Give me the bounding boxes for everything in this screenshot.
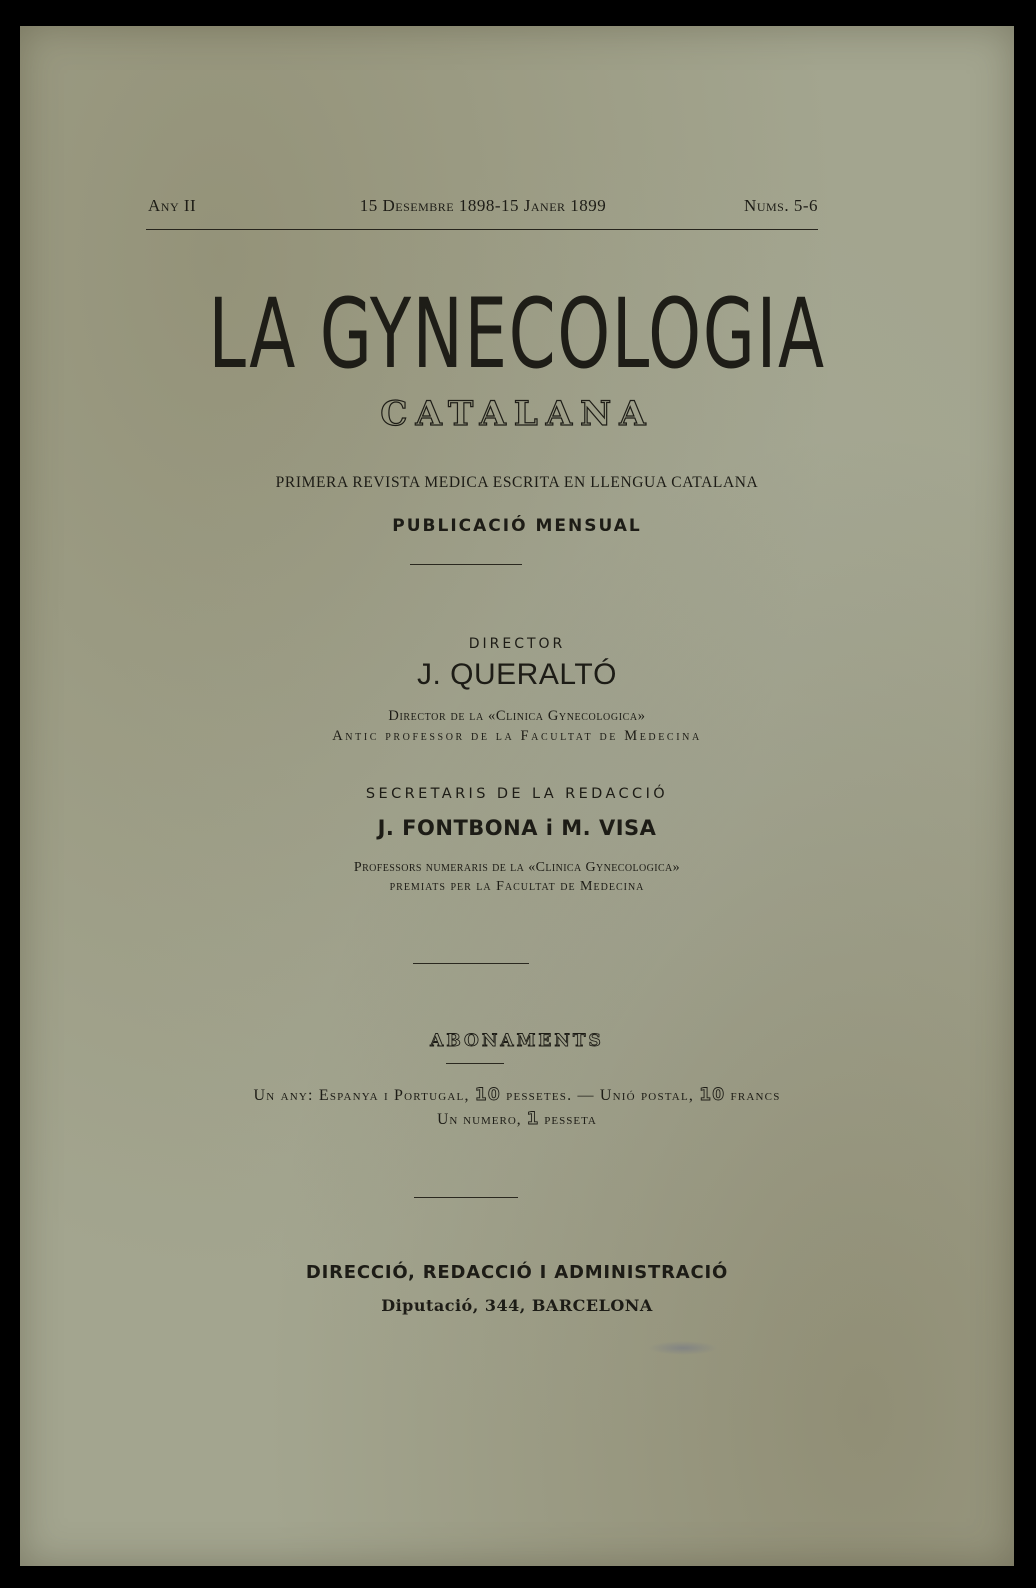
subscription-text: pessetes. — Unió postal, [506,1087,695,1104]
issue-numbers: Nums. 5-6 [744,196,818,215]
periodicity-label: PUBLICACIÓ MENSUAL [392,516,642,536]
director-role: Director de la «Clinica Gynecologica» [388,708,646,724]
subscription-text: Un any: Espanya i Portugal, [253,1087,470,1104]
administration-label: DIRECCIÓ, REDACCIÓ I ADMINISTRACIÓ [305,1262,729,1283]
director-role: Antic professor de la Facultat de Medecina [332,728,702,744]
year-label: Any II [148,196,197,215]
secretaries-names: J. FONTBONA i M. VISA [377,816,657,840]
subscription-price-line [20,1109,1014,1129]
subscription-text: francs [730,1087,781,1104]
subscription-text: pesseta [544,1111,597,1128]
section-divider [446,1063,504,1064]
ink-stamp [648,1341,718,1355]
subscription-text: Un numero, [437,1111,522,1128]
secretaries-label: SECRETARIS DE LA REDACCIÓ [365,786,669,802]
price-number: 10 [474,1085,501,1105]
journal-subtitle: CATALANA [380,394,654,434]
price-number: 1 [526,1109,540,1129]
subscription-price-line [20,1085,1014,1105]
secretaries-role: Professors numeraris de la «Clinica Gynecologica» [353,860,681,875]
director-name: J. QUERALTÓ [417,658,617,691]
section-divider [414,1197,518,1198]
journal-tagline: PRIMERA REVISTA MEDICA ESCRITA EN LLENGUA CATALANA [275,474,759,491]
section-divider [413,963,529,964]
section-divider [410,564,522,565]
issue-header [148,196,818,220]
secretaries-role: premiats per la Facultat de Medecina [389,879,645,894]
subscriptions-label: ABONAMENTS [430,1031,604,1051]
administration-address: Diputació, 344, BARCELONA [381,1296,653,1315]
journal-cover [20,26,1014,1566]
director-label: DIRECTOR [468,636,566,652]
journal-title: LA GYNECOLOGIA [208,278,826,390]
date-range: 15 Desembre 1898-15 Janer 1899 [359,196,607,215]
header-divider [146,229,818,230]
price-number: 10 [699,1085,726,1105]
